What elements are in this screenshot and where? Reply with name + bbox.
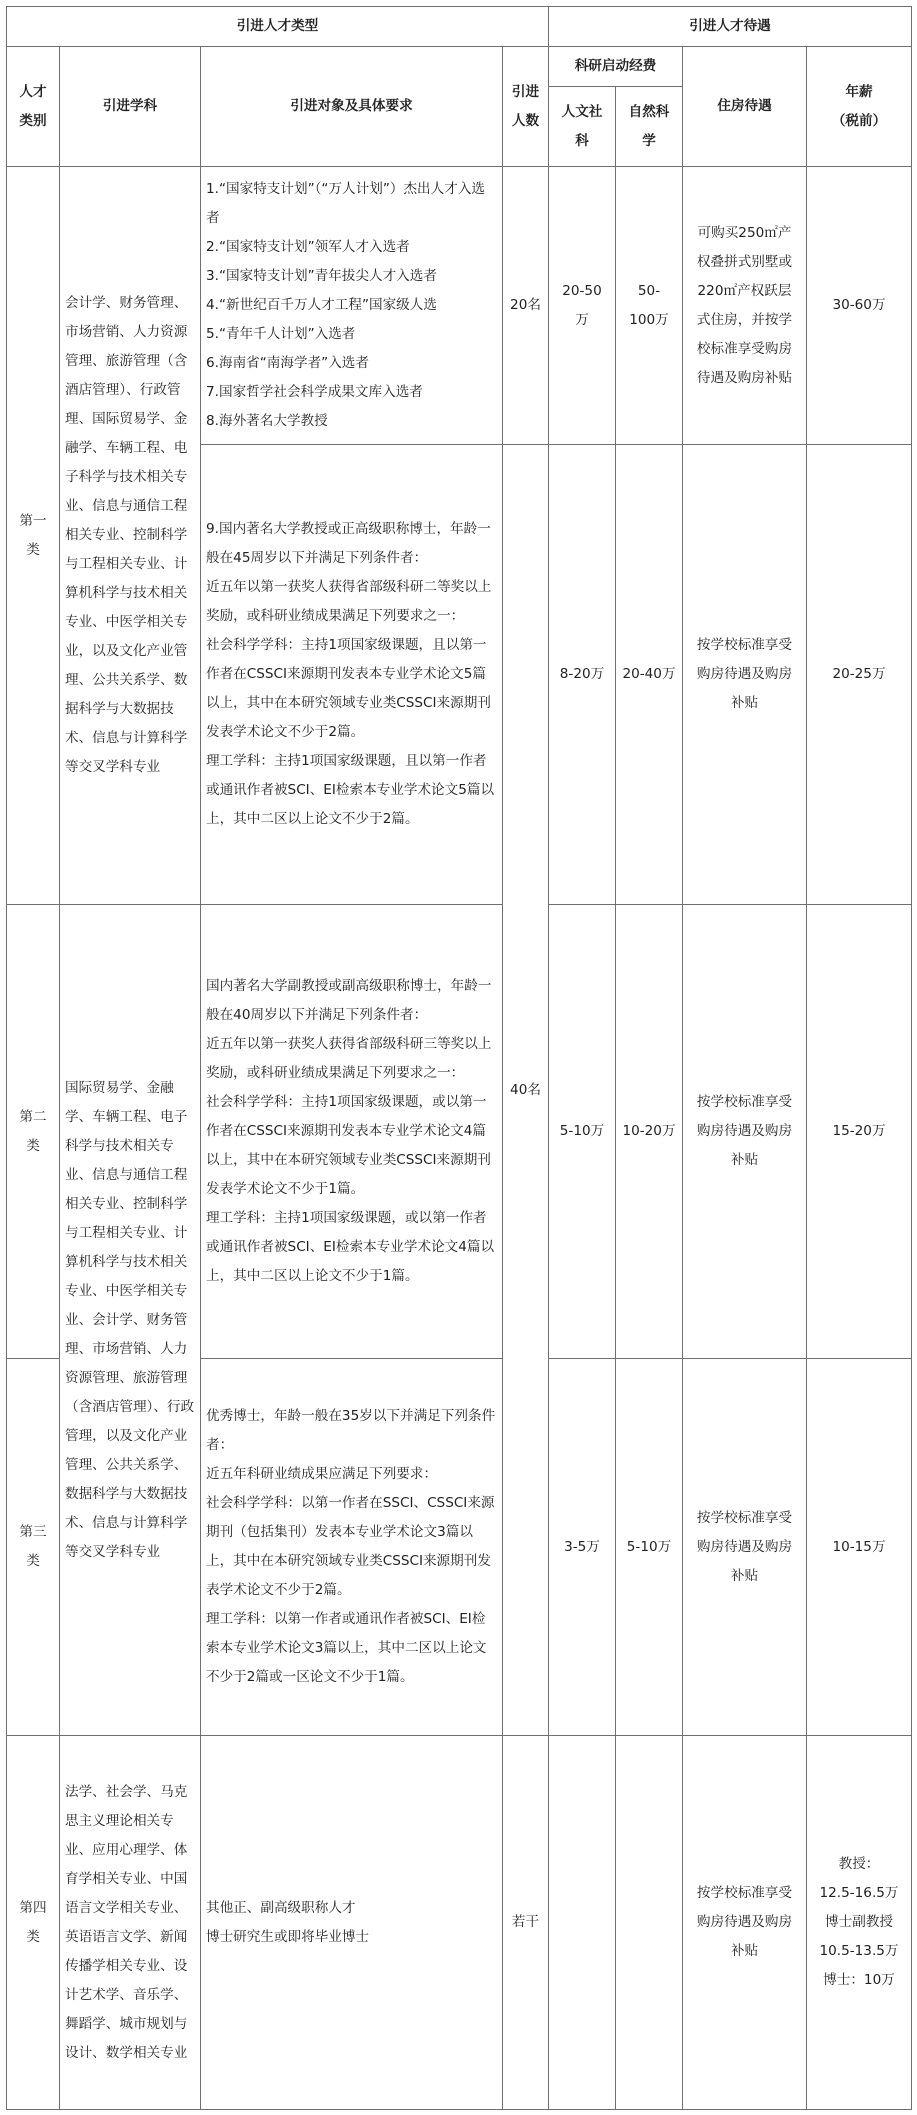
talent-table xyxy=(6,6,912,2110)
category-4: 第四类 xyxy=(7,1736,60,2110)
category-1: 第一类 xyxy=(7,167,60,905)
science-4 xyxy=(616,1736,683,2110)
housing-2: 按学校标准享受购房待遇及购房补贴 xyxy=(683,905,807,1359)
humanities-4 xyxy=(549,1736,616,2110)
header-funding: 科研启动经费 xyxy=(549,47,683,87)
salary-1a: 30-60万 xyxy=(807,167,912,445)
req-line: 社会科学学科：主持1项国家级课题，且以第一作者在CSSCI来源期刊发表本专业学术论文5篇以上，其中在本研究领域专业类CSSCI来源期刊发表学术论文不少于2篇。 xyxy=(206,637,491,740)
req-line: 7.国家哲学社会科学成果文库入选者 xyxy=(206,384,423,400)
discipline-4: 法学、社会学、马克思主义理论相关专业、应用心理学、体育学相关专业、中国语言文学相关专业、英语语言文学、新闻传播学相关专业、设计艺术学、音乐学、舞蹈学、城市规划与设计、数学相关专业 xyxy=(60,1736,201,2110)
salary-1b: 20-25万 xyxy=(807,445,912,905)
header-salary xyxy=(807,47,912,167)
requirements-1b xyxy=(201,445,503,905)
req-line: 2.“国家特支计划”领军人才入选者 xyxy=(206,239,410,255)
req-line: 3.“国家特支计划”青年拔尖人才入选者 xyxy=(206,268,437,284)
header-category: 人才类别 xyxy=(7,47,60,167)
salary-line: 博士副教授 xyxy=(825,1914,893,1930)
req-line: 国内著名大学副教授或副高级职称博士，年龄一般在40周岁以下并满足下列条件者： xyxy=(206,978,492,1023)
header-salary-note: （税前） xyxy=(831,112,887,129)
req-line: 理工学科：主持1项国家级课题，或以第一作者或通讯作者被SCI、EI检索本专业学术论文4篇以上，其中二区以上论文不少于1篇。 xyxy=(206,1210,495,1284)
housing-4: 按学校标准享受购房待遇及购房补贴 xyxy=(683,1736,807,2110)
science-1a: 50-100万 xyxy=(616,167,683,445)
header-housing: 住房待遇 xyxy=(683,47,807,167)
header-humanities: 人文社科 xyxy=(549,87,616,167)
header-requirements: 引进对象及具体要求 xyxy=(201,47,503,167)
salary-line: 教授： xyxy=(838,1856,880,1872)
science-2: 10-20万 xyxy=(616,905,683,1359)
req-line: 近五年以第一获奖人获得省部级科研三等奖以上奖励，或科研业绩成果满足下列要求之一： xyxy=(206,1036,492,1081)
salary-2: 15-20万 xyxy=(807,905,912,1359)
req-line: 社会科学学科：主持1项国家级课题，或以第一作者在CSSCI来源期刊发表本专业学术论文4篇以上，其中在本研究领域专业类CSSCI来源期刊发表学术论文不少于1篇。 xyxy=(206,1094,491,1197)
humanities-1a: 20-50万 xyxy=(549,167,616,445)
requirements-4 xyxy=(201,1736,503,2110)
header-science: 自然科学 xyxy=(616,87,683,167)
req-line: 近五年以第一获奖人获得省部级科研二等奖以上奖励，或科研业绩成果满足下列要求之一： xyxy=(206,579,492,624)
housing-3: 按学校标准享受购房待遇及购房补贴 xyxy=(683,1359,807,1736)
req-line: 9.国内著名大学教授或正高级职称博士，年龄一般在45周岁以下并满足下列条件者： xyxy=(206,521,491,566)
req-line: 优秀博士，年龄一般在35岁以下并满足下列条件者： xyxy=(206,1408,496,1453)
count-2-3: 40名 xyxy=(503,445,549,1736)
requirements-2 xyxy=(201,905,503,1359)
humanities-1b: 8-20万 xyxy=(549,445,616,905)
science-3: 5-10万 xyxy=(616,1359,683,1736)
req-line: 理工学科：以第一作者或通讯作者被SCI、EI检索本专业学术论文3篇以上，其中二区以上论文不少于2篇或一区论文不少于1篇。 xyxy=(206,1611,487,1685)
header-salary-label: 年薪 xyxy=(845,83,873,100)
count-1: 20名 xyxy=(503,167,549,445)
salary-line: 10.5-13.5万 xyxy=(819,1943,899,1959)
header-treatment: 引进人才待遇 xyxy=(549,7,912,47)
salary-line: 12.5-16.5万 xyxy=(819,1885,899,1901)
requirements-1a xyxy=(201,167,503,445)
housing-1a: 可购买250㎡产权叠拼式别墅或220㎡产权跃层式住房，并按学校标准享受购房待遇及购房补贴 xyxy=(683,167,807,445)
salary-3: 10-15万 xyxy=(807,1359,912,1736)
req-line: 其他正、副高级职称人才 xyxy=(206,1899,356,1916)
req-line: 近五年科研业绩成果应满足下列要求： xyxy=(206,1466,438,1482)
humanities-2: 5-10万 xyxy=(549,905,616,1359)
req-line: 社会科学学科：以第一作者在SSCI、CSSCI来源期刊（包括集刊）发表本专业学术论文3篇以上，其中在本研究领域专业类CSSCI来源期刊发表学术论文不少于2篇。 xyxy=(206,1495,495,1598)
header-talent-type: 引进人才类型 xyxy=(7,7,549,47)
header-discipline: 引进学科 xyxy=(60,47,201,167)
category-2: 第二类 xyxy=(7,905,60,1359)
req-line: 5.“青年千人计划”入选者 xyxy=(206,326,356,342)
discipline-2-3: 国际贸易学、金融学、车辆工程、电子科学与技术相关专业、信息与通信工程相关专业、控制科学与工程相关专业、计算机科学与技术相关专业、中医学相关专业、会计学、财务管理、市场营销、人力资源管理、旅游管理（含酒店管理）、行政管理，以及文化产业管理、公共关系学、数据科学与大数据技术、信息与计算科学等交叉学科专业 xyxy=(60,905,201,1736)
count-4: 若干 xyxy=(503,1736,549,2110)
req-line: 6.海南省“南海学者”入选者 xyxy=(206,355,369,371)
req-line: 博士研究生或即将毕业博士 xyxy=(206,1928,370,1945)
humanities-3: 3-5万 xyxy=(549,1359,616,1736)
salary-4 xyxy=(807,1736,912,2110)
req-line: 4.“新世纪百千万人才工程”国家级人选 xyxy=(206,297,437,313)
salary-line: 博士：10万 xyxy=(823,1972,895,1988)
req-line: 1.“国家特支计划”（“万人计划”）杰出人才入选者 xyxy=(206,181,486,226)
header-count: 引进人数 xyxy=(503,47,549,167)
housing-1b: 按学校标准享受购房待遇及购房补贴 xyxy=(683,445,807,905)
req-line: 8.海外著名大学教授 xyxy=(206,413,328,429)
science-1b: 20-40万 xyxy=(616,445,683,905)
category-3: 第三类 xyxy=(7,1359,60,1736)
discipline-1: 会计学、财务管理、市场营销、人力资源管理、旅游管理（含酒店管理）、行政管理、国际贸易学、金融学、车辆工程、电子科学与技术相关专业、信息与通信工程相关专业、控制科学与工程相关专业、计算机科学与技术相关专业、中医学相关专业，以及文化产业管理、公共关系学、数据科学与大数据技术、信息与计算科学等交叉学科专业 xyxy=(60,167,201,905)
requirements-3 xyxy=(201,1359,503,1736)
req-line: 理工学科：主持1项国家级课题，且以第一作者或通讯作者被SCI、EI检索本专业学术论文5篇以上，其中二区以上论文不少于2篇。 xyxy=(206,753,495,827)
